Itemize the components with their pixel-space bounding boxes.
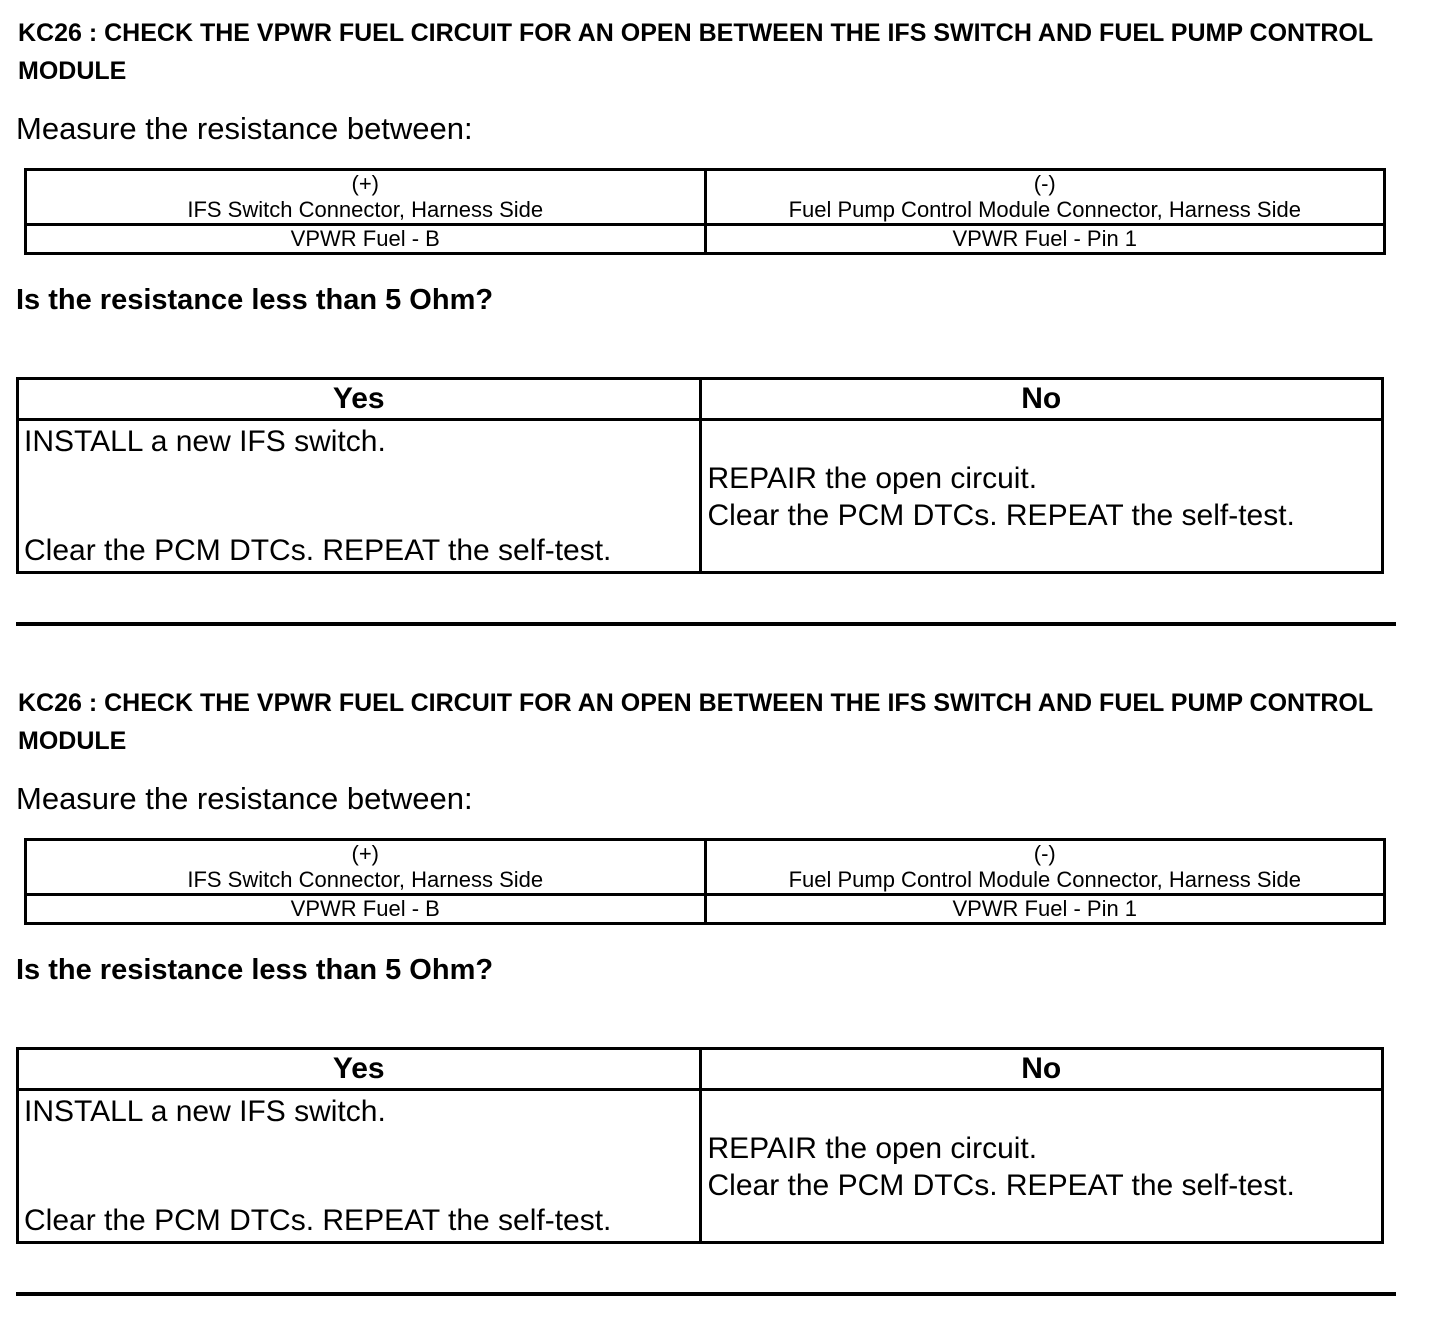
negative-probe-cell — [705, 840, 1385, 895]
no-action-line: REPAIR the open circuit. — [707, 462, 1038, 495]
negative-sign: (-) — [1033, 171, 1056, 196]
section-divider — [16, 1292, 1396, 1296]
negative-connector: Fuel Pump Control Module Connector, Harness Side — [788, 197, 1301, 222]
measurement-table — [24, 838, 1386, 925]
yes-action-line: Clear the PCM DTCs. REPEAT the self-test. — [24, 534, 612, 567]
yes-header: Yes — [18, 379, 701, 420]
yes-action-cell — [18, 420, 701, 573]
step-title: KC26 : CHECK THE VPWR FUEL CIRCUIT FOR AN OPEN BETWEEN THE IFS SWITCH AND FUEL PUMP CONTROL MODULE — [18, 19, 1373, 85]
yes-header: Yes — [18, 1049, 701, 1090]
negative-probe-cell — [705, 170, 1385, 225]
yes-action-cell — [18, 1090, 701, 1243]
no-action-cell — [700, 1090, 1383, 1243]
negative-pin: VPWR Fuel - Pin 1 — [705, 895, 1385, 924]
step-question: Is the resistance less than 5 Ohm? — [16, 954, 494, 986]
no-action-line: REPAIR the open circuit. — [707, 1132, 1038, 1165]
positive-sign: (+) — [351, 841, 379, 866]
no-header: No — [700, 379, 1383, 420]
answer-table — [16, 1047, 1384, 1244]
answer-table — [16, 377, 1384, 574]
test-step-section — [0, 670, 1440, 1340]
no-action-cell — [700, 420, 1383, 573]
step-question: Is the resistance less than 5 Ohm? — [16, 284, 494, 316]
yes-action-line: INSTALL a new IFS switch. — [24, 1095, 386, 1128]
yes-action-line: INSTALL a new IFS switch. — [24, 425, 386, 458]
positive-probe-cell — [26, 840, 706, 895]
section-divider — [16, 622, 1396, 626]
positive-connector: IFS Switch Connector, Harness Side — [187, 197, 544, 222]
yes-action-line: Clear the PCM DTCs. REPEAT the self-test. — [24, 1204, 612, 1237]
negative-connector: Fuel Pump Control Module Connector, Harness Side — [788, 867, 1301, 892]
no-header: No — [700, 1049, 1383, 1090]
positive-pin: VPWR Fuel - B — [26, 225, 706, 254]
step-instruction: Measure the resistance between: — [16, 111, 473, 146]
positive-connector: IFS Switch Connector, Harness Side — [187, 867, 544, 892]
step-instruction: Measure the resistance between: — [16, 781, 473, 816]
no-action-line: Clear the PCM DTCs. REPEAT the self-test. — [707, 1169, 1295, 1202]
measurement-table — [24, 168, 1386, 255]
positive-sign: (+) — [351, 171, 379, 196]
negative-sign: (-) — [1033, 841, 1056, 866]
positive-pin: VPWR Fuel - B — [26, 895, 706, 924]
no-action-line: Clear the PCM DTCs. REPEAT the self-test. — [707, 499, 1295, 532]
negative-pin: VPWR Fuel - Pin 1 — [705, 225, 1385, 254]
step-title: KC26 : CHECK THE VPWR FUEL CIRCUIT FOR AN OPEN BETWEEN THE IFS SWITCH AND FUEL PUMP CONTROL MODULE — [18, 689, 1373, 755]
positive-probe-cell — [26, 170, 706, 225]
